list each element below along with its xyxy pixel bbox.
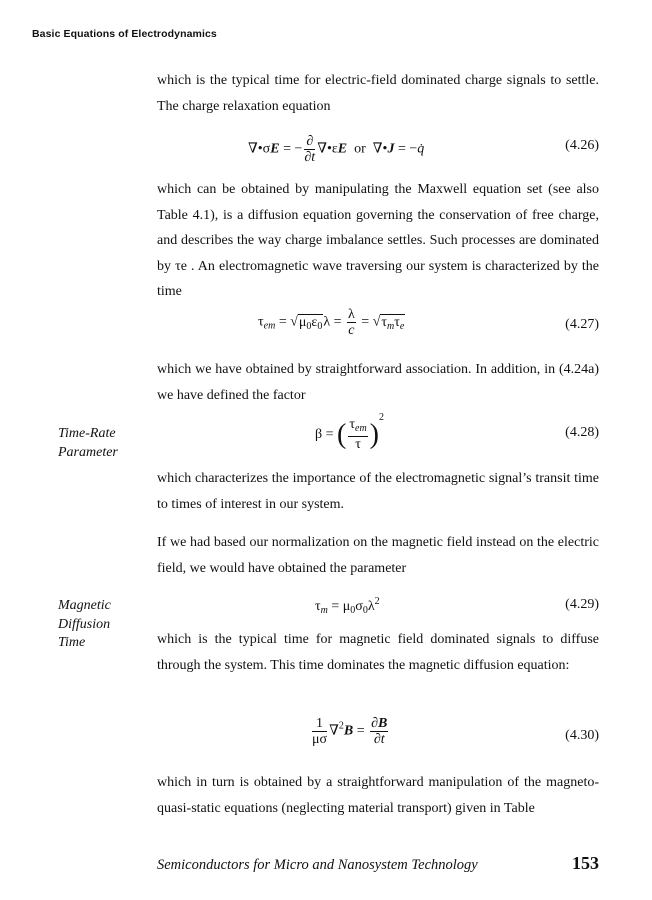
paragraph-2: [157, 177, 599, 305]
equation-number-4-29: (4.29): [565, 597, 599, 612]
sidenote-magnetic-diffusion-time: [58, 597, 150, 653]
footer-book-title: Semiconductors for Micro and Nanosystem Technology: [157, 857, 478, 873]
sidenote-time-rate-parameter: [58, 425, 150, 462]
sidenote-line: Diffusion: [58, 616, 111, 632]
paragraph-6: [157, 627, 599, 678]
equation-4-28: β = ( $\frac{\tau_{em}}{\tau}$ )$^2$: [315, 412, 384, 453]
equation-4-26: ∇•σE = − $\frac{\partial}{\partial t}$ ∇•εE or ∇•J = −q̇: [248, 134, 425, 165]
paragraph-text: If we had based our normalization on the magnetic field instead on the electric field, we would have obtained the parameter: [157, 535, 599, 576]
page-number: 153: [572, 853, 599, 873]
paragraph-3: [157, 357, 599, 408]
equation-connector: or: [354, 141, 366, 157]
paragraph-7: [157, 770, 599, 821]
paragraph-1: [157, 68, 599, 119]
paragraph-text: which characterizes the importance of the electromagnetic signal’s transit time to times of interest in our system.: [157, 471, 599, 512]
sidenote-line: Magnetic: [58, 598, 111, 613]
paragraph-text: which is the typical time for electric-field dominated charge signals to settle. The charge relaxation equation: [157, 73, 599, 114]
sidenote-line: Time-Rate: [58, 426, 116, 441]
equation-number-4-28: (4.28): [565, 425, 599, 440]
paragraph-text: which can be obtained by manipulating the Maxwell equation set (see also Table 4.1), is a diffusion equation governing the conservation of free charge, and describes the way charge imbalance settles. Such processes are dominated by τe . An electromagnetic wave traversing our system is characterized by the time: [157, 182, 599, 300]
paragraph-4: [157, 466, 599, 517]
paragraph-5: [157, 530, 599, 581]
equation-number-4-26: (4.26): [565, 138, 599, 153]
equation-4-29: $\tau_m = \mu_0\sigma_0\lambda^2$: [315, 596, 380, 616]
sidenote-line: Time: [58, 635, 86, 650]
equation-number-4-27: (4.27): [565, 317, 599, 332]
sidenote-line: Parameter: [58, 444, 118, 460]
equation-4-30: $\frac{1}{\mu\sigma}$ ∇$^2$B = $\frac{\partial B}{\partial t}$: [312, 716, 388, 747]
running-header: Basic Equations of Electrodynamics: [32, 28, 217, 40]
paragraph-text: which we have obtained by straightforward association. In addition, in (4.24a) we have defined the factor: [157, 362, 599, 403]
equation-number-4-30: (4.30): [565, 728, 599, 743]
equation-4-27: $\tau_{em} = √\mu_0\varepsilon_0\lambda$ = $\frac{\lambda}{c}$ = $√\tau_m\tau_e$: [258, 307, 405, 338]
paragraph-text: which in turn is obtained by a straightforward manipulation of the magneto-quasi-static equations (neglecting material transport) given in Table: [157, 775, 599, 816]
paragraph-text: which is the typical time for magnetic field dominated signals to diffuse through the system. This time dominates the magnetic diffusion equation:: [157, 632, 599, 673]
